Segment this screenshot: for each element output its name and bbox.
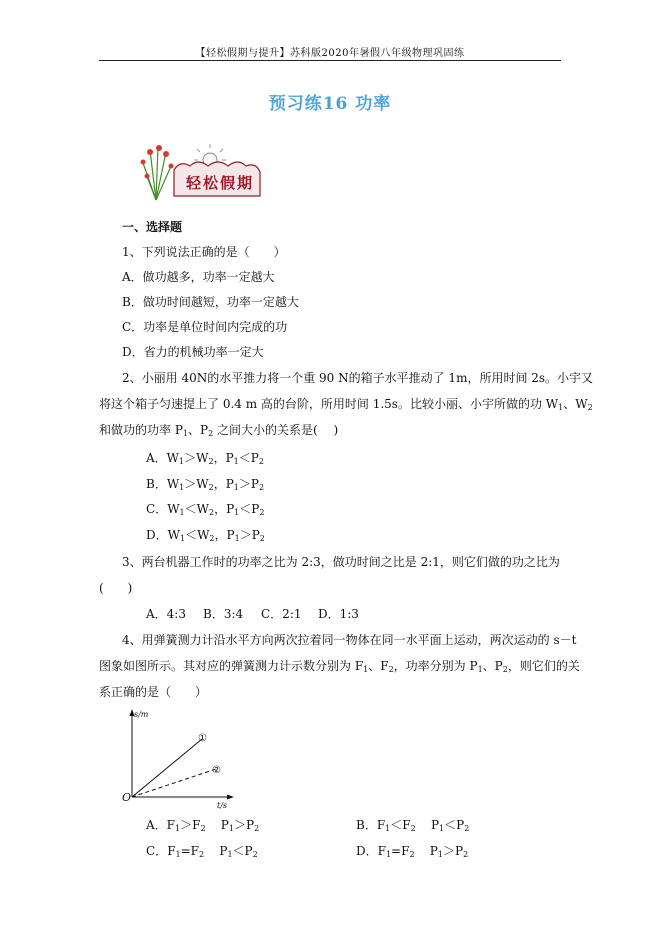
logo-text: 轻松假期 [185,174,254,192]
graph-origin: O [122,791,132,804]
q2-option-c: C．$W_1<W_2$，$P_1<P_2$ [146,502,265,517]
q3-line1: 3、两台机器工作时的功率之比为 2:3，做功时间之比是 2:1，则它们做的功之比为 [122,555,560,569]
q4-option-a: A．$F_1>F_2$ $P_1>P_2$ [146,818,260,833]
q1-option-c: C．功率是单位时间内完成的功 [122,320,288,334]
section-heading: 一、选择题 [122,220,183,234]
q3-line2: ( ) [99,581,133,595]
q2-line3: 和做功的功率 $P_1$、$P_2$ 之间大小的关系是( ) [99,423,339,438]
q4-option-d: D．$F_1=F_2$ $P_1>P_2$ [356,844,469,859]
q2-option-a: A．$W_1>W_2$，$P_1<P_2$ [146,451,264,466]
q3-option-a: A．4:3 [146,607,186,621]
graph-ylabel: s/m [134,710,149,719]
q3-option-d: D．1:3 [318,607,359,621]
page-header: 【轻松假期与提升】苏科版2020年暑假八年级物理巩固练 [195,48,465,59]
q3-option-c: C．2:1 [261,607,302,621]
graph-xlabel: t/s [217,801,228,810]
q1-option-d: D．省力的机械功率一定大 [122,345,264,359]
q3-option-b: B．3:4 [203,607,244,621]
q4-line1: 4、用弹簧测力计沿水平方向两次拉着同一物体在同一水平面上运动，两次运动的 s－t [122,633,577,647]
graph-line-1 [132,739,202,797]
graph-label-1: ① [198,733,207,744]
q1-option-a: A．做功越多，功率一定越大 [122,270,275,284]
page-title: 预习练16 功率 [268,94,392,114]
q4-option-c: C．$F_1=F_2$ $P_1<P_2$ [146,844,258,859]
q2-option-b: B．$W_1>W_2$，$P_1>P_2$ [146,477,265,492]
q4-option-b: B．$F_1<F_2$ $P_1<P_2$ [356,818,470,833]
q4-line3: 系正确的是（ ） [99,685,208,699]
graph-label-2: ② [212,765,221,776]
q4-line2: 图象如图所示。其对应的弹簧测力计示数分别为 $F_1$、$F_2$，功率分别为 $P_1$、$P_2$，则它们的关 [99,659,580,674]
q2-option-d: D．$W_1<W_2$，$P_1>P_2$ [146,528,265,543]
header-rule [99,60,561,61]
q1-stem: 1、下列说法正确的是（ ） [122,245,286,259]
graph-line-2 [132,769,216,797]
q1-option-b: B．做功时间越短，功率一定越大 [122,295,299,309]
q2-line1: 2、小丽用 40N的水平推力将一个重 90 N的箱子水平推动了 1m，所用时间 2s。小宇又 [122,371,594,385]
q2-line2: 将这个箱子匀速提上了 0.4 m 高的台阶，所用时间 1.5s。比较小丽、小宇所做的功 $W_1$、$W_2$ [99,397,593,412]
